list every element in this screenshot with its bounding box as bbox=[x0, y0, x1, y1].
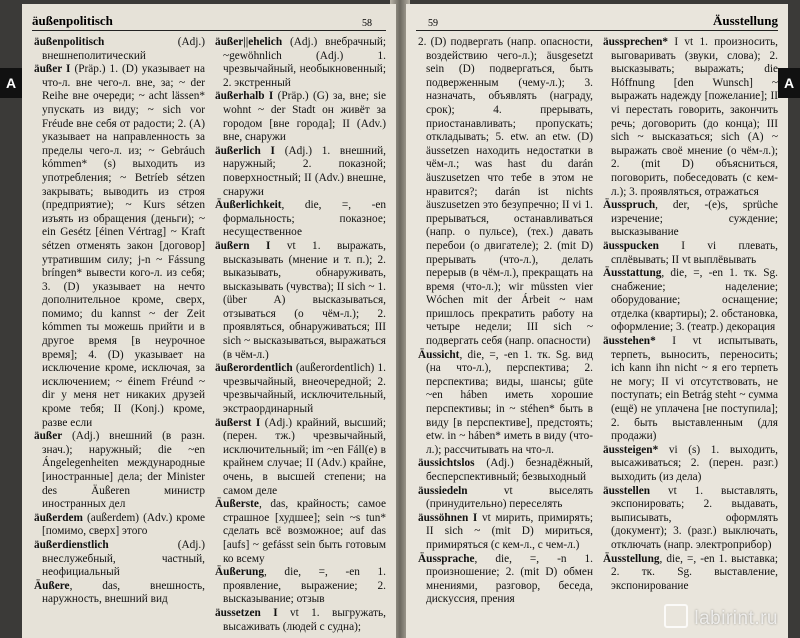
entry-headword: Äußerste bbox=[215, 498, 259, 511]
dictionary-entry bbox=[215, 36, 386, 90]
left-column-2 bbox=[215, 36, 386, 632]
left-column-1 bbox=[34, 36, 205, 632]
entry-definition: , der, -(e)s, sprüche изречение; суждение; высказывание bbox=[611, 199, 778, 239]
dictionary-entry bbox=[418, 553, 593, 607]
left-page-header bbox=[32, 12, 386, 31]
entry-definition: (Adj.) безнадёжный, бесперспективный; безвыходный bbox=[426, 457, 593, 483]
dictionary-entry bbox=[34, 539, 205, 580]
dictionary-entry bbox=[34, 512, 205, 539]
dictionary-entry bbox=[603, 553, 778, 594]
entry-headword: äußern I bbox=[215, 239, 271, 252]
entry-headword: äußer I bbox=[34, 63, 71, 76]
watermark-text: labirint.ru bbox=[694, 608, 778, 629]
right-page-number: 59 bbox=[428, 18, 438, 29]
entry-definition: (Adj.) внешний (в разн. знач.); наружный; die ~en Ángelegenheiten международные [иностранные] дела; der Minister des Äußeren министр иностранных дел bbox=[42, 430, 205, 511]
right-page-header bbox=[416, 12, 778, 31]
entry-definition: , die, =, -n 1. произношение; 2. (mit D) обмен мнениями, разговор, беседа, дискуссия, прения bbox=[426, 552, 593, 606]
dictionary-entry bbox=[603, 485, 778, 553]
entry-definition: (Präp.) (G) за, вне; sie wohnt ~ der Stadt он живёт за городом [вне города]; II (Adv.) вне, снаружи bbox=[223, 90, 386, 144]
entry-headword: äusstellen bbox=[603, 484, 651, 497]
entry-definition: vi (s) 1. выходить, высаживаться; 2. (перен. разг.) выходить (из дела) bbox=[611, 443, 778, 483]
dictionary-entry bbox=[603, 240, 778, 267]
dictionary-entry bbox=[34, 63, 205, 430]
entry-headword: äusspucken bbox=[603, 239, 659, 252]
dictionary-entry bbox=[418, 512, 593, 553]
entry-definition: I vt испытывать, терпеть, выносить, переносить; ich kann ihn nicht ~ я его терпеть не могу; II vi отсутствовать, не поступать; ein Betrág steht ~ сумма (ещё) не уплачена [не поступила]; 2. быть выставленным (для продажи) bbox=[611, 335, 778, 443]
dictionary-entry bbox=[34, 36, 205, 63]
entry-definition: , die, =, -en 1. проявление, выражение; 2. высказывание; отзыв bbox=[223, 566, 386, 606]
entry-definition: vt выселять (принудительно) переселять bbox=[426, 484, 593, 511]
entry-headword: äussiedeln bbox=[418, 484, 468, 497]
entry-definition: I vi плевать, сплёвывать; II vt выплёвывать bbox=[611, 239, 778, 266]
left-page-number: 58 bbox=[362, 18, 372, 29]
entry-definition: (Präp.) 1. (D) указывает на что-л. вне чего-л. вне, за; ~ der Reihe вне очереди; ~ acht lässen* упускать из виду; ~ sich vor Fréude вне себя от радости; 2. (A) указывает на направленность за пределы чего-л. из; ~ Gebráuch kómmen* (s) выходить из употребления; ~ Betríeb sétzen закрывать; выводить из строя (предприятие); ~ Kurs sétzen изъять из обращения (деньги); ~ ein Gesétz [éinen Vértrag] ~ Kraft sétzen отменять закон [договор] утратившим силу; j-n ~ Fássung bríngen* вывести кого-л. из себя; 3. (D) указывает на нечто дополнительное кроме, сверх, помимо; du kannst ~ der Zeit kómmen ты можешь прийти и в другое время [в неурочное время]; 4. (D) указывает на исключение кроме, исключая, за исключением; ~ éinem Fréund ~ dir у меня нет никаких друзей кроме тебя; II (Konj.) кроме, разве если bbox=[42, 63, 205, 429]
entry-headword: äussprechen* bbox=[603, 36, 669, 48]
entry-definition: , die, =, -en 1. тк. Sg. снабжение; наделение; оборудование; оснащение; отделка (квартиры); 2. обстановка, оформление; 3. (театр.) декорация bbox=[611, 267, 778, 334]
right-column-1 bbox=[418, 36, 593, 632]
entry-definition: (außerdem) (Adv.) кроме [помимо, сверх] этого bbox=[42, 511, 205, 538]
entry-definition: (außerordentlich) 1. чрезвычайный, внеочередной; 2. чрезвычайный, исключительный, экстраординарный bbox=[223, 362, 386, 416]
entry-definition: , das, крайность; самое страшное [худшее]; sein ~s tun* сделать всё возможное; auf das [aufs] ~ gefásst sein быть готовым ко всему bbox=[223, 498, 386, 565]
dictionary-entry bbox=[215, 498, 386, 566]
entry-headword: äussetzen I bbox=[215, 606, 278, 619]
entry-headword: äußenpolitisch bbox=[34, 36, 105, 48]
watermark-logo-icon bbox=[664, 604, 688, 628]
dictionary-entry bbox=[418, 457, 593, 484]
entry-definition: vt 1. выгружать, высаживать (людей с судна); bbox=[223, 606, 386, 633]
entry-headword: Äussprache bbox=[418, 552, 475, 565]
entry-headword: äußerhalb I bbox=[215, 90, 274, 103]
dictionary-entry bbox=[418, 485, 593, 512]
right-thumb-tab: A bbox=[778, 68, 800, 98]
entry-definition: 2. (D) подвергать (напр. опасности, воздействию чего-л.); äusgesetzt sein (D) подвергаться, быть подверженным (чему-л.); 3. назначать, объявлять (награду, срок); 4. прерывать, приостанавливать; пропускать; откладывать; 5. etw. an etw. (D) äussetzen находить недостатки в чём-л.; was hast du darán äuszusetzen что тебе в этом не нравится?; darán ist nichts äuszusetzen это безупречно; II vi 1. прерываться, останавливаться (напр. о пульсе), (тех.) давать перебои (о двигателе); 2. (mit D) прерывать (что-л.), делать перерыв (в чём-л.), прекращать на время (что-л.); wir müssten vier Wóchen mit der Árbeit ~ нам пришлось прекратить работу на четыре недели; III sich ~ подвергать себя (напр. опасности) bbox=[418, 36, 593, 348]
dictionary-entry bbox=[215, 566, 386, 607]
entry-headword: Äusstellung bbox=[603, 552, 660, 565]
entry-headword: äußerordentlich bbox=[215, 362, 293, 375]
dictionary-entry bbox=[34, 580, 205, 607]
right-column-2 bbox=[603, 36, 778, 632]
entry-headword: äußer bbox=[34, 430, 63, 443]
entry-definition: (Adj.) внешнеполитический bbox=[42, 36, 205, 62]
entry-headword: äußer||ehelich bbox=[215, 36, 283, 48]
entry-definition: vt мирить, примирять; II sich ~ (mit D) мириться, примиряться (с кем-л., с чем-л.) bbox=[426, 511, 593, 551]
right-running-head: Äusstellung bbox=[712, 13, 778, 28]
left-running-head: äußenpolitisch bbox=[32, 13, 113, 28]
entry-definition: (Adj.) внебрачный; ~gewöhnlich (Adj.) 1. чрезвычайный, необыкновенный; 2. экстренный bbox=[223, 36, 386, 89]
right-page bbox=[406, 4, 788, 638]
entry-headword: Äussicht bbox=[418, 348, 460, 361]
dictionary-entry bbox=[215, 145, 386, 199]
dictionary-entry bbox=[215, 362, 386, 416]
dictionary-entry bbox=[603, 267, 778, 335]
dictionary-entry bbox=[603, 199, 778, 240]
dictionary-entry bbox=[215, 417, 386, 499]
dictionary-entry bbox=[418, 349, 593, 458]
entry-headword: Äusspruch bbox=[603, 199, 656, 212]
entry-definition: , die, =, -en 1. тк. Sg. вид (на что-л.), перспектива; 2. перспектива; виды, шансы; güte ~en háben иметь хорошие перспективы; in ~ stéhen* быть в виду [в перспективе], предстоять; etw. in ~ háben* иметь в виду (что-л.); рассчитывать на что-л. bbox=[426, 348, 593, 456]
dictionary-entry bbox=[603, 444, 778, 485]
dictionary-entry bbox=[215, 240, 386, 362]
entry-headword: äußerst I bbox=[215, 416, 261, 429]
entry-definition: (Adj.) 1. внешний, наружный; 2. показной; поверхностный; II (Adv.) внешне, снаружи bbox=[223, 144, 386, 198]
entry-headword: Äußere bbox=[34, 579, 70, 592]
entry-definition: vt 1. выставлять, экспонировать; 2. выдавать, выписывать, оформлять (документ); 3. (разг.) выключать, отключать (напр. электроприбор) bbox=[611, 484, 778, 551]
entry-definition: , die, =, -en формальность; показное; несущественное bbox=[223, 199, 386, 239]
entry-headword: Äußerlichkeit bbox=[215, 199, 282, 212]
entry-definition: , die, =, -en 1. выставка; 2. тк. Sg. выставление, экспонирование bbox=[611, 552, 778, 592]
entry-headword: äussöhnen I bbox=[418, 511, 478, 524]
dictionary-entry bbox=[418, 36, 593, 349]
entry-headword: äußerdem bbox=[34, 511, 83, 524]
entry-headword: äussichtslos bbox=[418, 457, 475, 470]
dictionary-entry bbox=[34, 430, 205, 512]
entry-definition: (Adj.) крайний, высший; (перен. тж.) чрезвычайный, исключительный; im ~en Fáll(e) в крайнем случае; II (Adv.) крайне, очень, в высшей степени; на самом деле bbox=[223, 416, 386, 497]
entry-definition: I vt 1. произносить, выговаривать (звуки, слова); 2. высказывать; выражать; die Hóffnung [den Wunsch] ~ выражать надежду [пожелание]; II vi перестать говорить, закончить речь; договорить (до конца); III sich ~ высказаться; sich (A) ~ выражать своё мнение (о чём-л.); 2. (mit D) объясниться, поговорить, побеседовать (с кем-л.); 3. проявляться, отражаться bbox=[611, 36, 778, 198]
entry-headword: äußerdienstlich bbox=[34, 538, 109, 551]
entry-definition: , das, внешность, наружность, внешний вид bbox=[42, 579, 205, 606]
dictionary-entry bbox=[603, 36, 778, 199]
watermark bbox=[664, 604, 778, 630]
dictionary-entry bbox=[603, 335, 778, 444]
dictionary-entry bbox=[215, 607, 386, 634]
entry-definition: vt 1. выражать, высказывать (мнение и т. п.); 2. выказывать, обнаруживать, высказывать (чувства); II sich ~ 1. (über A) высказываться, отзываться (о чём-л.); 2. проявляться, обнаруживаться; III sich ~ высказываться, выражаться (в чём-л.) bbox=[223, 239, 386, 361]
left-thumb-tab: A bbox=[0, 68, 22, 98]
entry-definition: (Adj.) внеслужебный, частный, неофициальный bbox=[42, 538, 205, 579]
left-page bbox=[22, 4, 396, 638]
entry-headword: äussteigen* bbox=[603, 443, 659, 456]
entry-headword: Äußerung bbox=[215, 566, 264, 579]
dictionary-entry bbox=[215, 199, 386, 240]
entry-headword: äußerlich I bbox=[215, 144, 275, 157]
entry-headword: äusstehen* bbox=[603, 335, 656, 348]
entry-headword: Äusstattung bbox=[603, 267, 662, 280]
dictionary-entry bbox=[215, 90, 386, 144]
